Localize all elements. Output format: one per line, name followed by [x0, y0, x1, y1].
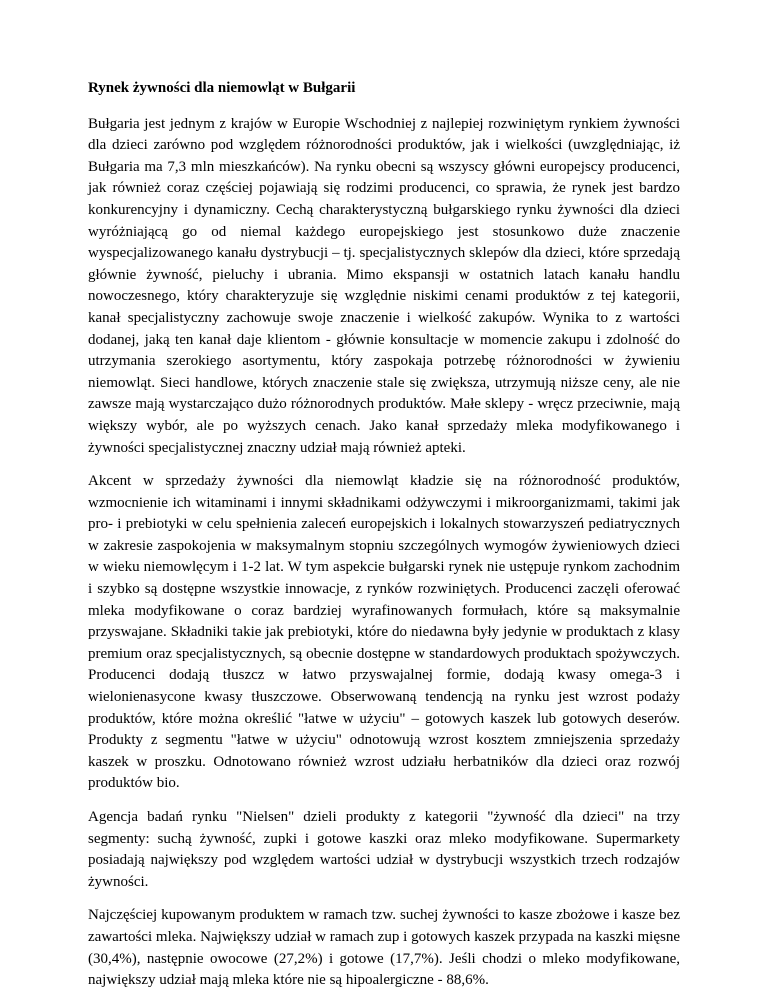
paragraph-product-innovation: Akcent w sprzedaży żywności dla niemowląt kładzie się na różnorodność produktów, wzmocnienie ich witaminami i innymi składnikami odżywczymi i mikroorganizmami, takimi jak pro- i prebiotyki w celu spełnienia zaleceń europejskich i lokalnych stowarzyszeń pediatrycznych w zakresie zaspokojenia w maksymalnym stopniu szczególnych wymogów żywieniowych dzieci w wieku niemowlęcym i 1-2 lat. W tym aspekcie bułgarski rynek nie ustępuje rynkom zachodnim i szybko są dostępne wszystkie innowacje, z rynków rozwiniętych. Producenci zaczęli oferować mleka modyfikowane o coraz bardziej wyrafinowanych formułach, które są maksymalnie przyswajane. Składniki takie jak prebiotyki, które do niedawna były jedynie w produktach z klasy premium oraz specjalistycznych, są obecnie dostępne w standardowych produktach spożywczych. Producenci dodają tłuszcz w łatwo przyswajalnej formie, dodają kwasy omega-3 i wielonienasycone kwasy tłuszczowe. Obserwowaną tendencją na rynku jest wzrost podaży produktów, które można określić "łatwe w użyciu" – gotowych kaszek lub gotowych deserów. Produkty z segmentu "łatwe w użyciu" odnotowują wzrost kosztem zmniejszenia sprzedaży kaszek w proszku. Odnotowano również wzrost udziału herbatników dla dzieci oraz rozwój produktów bio. — [88, 473, 680, 792]
document-page — [88, 78, 680, 1004]
paragraph-nielsen-segments: Agencja badań rynku "Nielsen" dzieli produkty z kategorii "żywność dla dzieci" na trzy segmenty: suchą żywność, zupki i gotowe kaszki oraz mleko modyfikowane. Supermarkety posiadają największy pod względem wartości udział w dystrybucji wszystkich trzech rodzajów żywności. — [88, 809, 680, 890]
document-title: Rynek żywności dla niemowląt w Bułgarii — [88, 80, 356, 96]
paragraph-product-shares: Najczęściej kupowanym produktem w ramach tzw. suchej żywności to kasze zbożowe i kasze bez zawartości mleka. Największy udział w ramach zup i gotowych kaszek przypada na kaszki mięsne (30,4%), następnie owocowe (27,2%) i gotowe (17,7%). Jeśli chodzi o mleko modyfikowane, największy udział mają mleka które nie są hipoalergiczne - 88,6%. — [88, 907, 680, 989]
paragraph-distribution-channels: Bułgaria jest jednym z krajów w Europie Wschodniej z najlepiej rozwiniętym rynkiem żywności dla dzieci zarówno pod względem różnorodności produktów, jak i wielkości (uwzględniając, iż Bułgaria ma 7,3 mln mieszkańców). Na rynku obecni są wszyscy główni europejscy producenci, jak również coraz częściej pojawiają się rodzimi producenci, co sprawia, że rynek jest bardzo konkurencyjny i dynamiczny. Cechą charakterystyczną bułgarskiego rynku żywności dla dzieci wyróżniającą go od niemal każdego europejskiego jest stosunkowo duże znaczenie wyspecjalizowanego kanału dystrybucji – tj. specjalistycznych sklepów dla dzieci, które sprzedają głównie żywność, pieluchy i ubrania. Mimo ekspansji w ostatnich latach kanału handlu nowoczesnego, który charakteryzuje się względnie niskimi cenami produktów z tej kategorii, kanał specjalistyczny zachowuje swoje znaczenie i wielkość zakupów. Wynika to z wartości dodanej, jaką ten kanał daje klientom - głównie konsultacje w momencie zakupu i zdolność do utrzymania szerokiego asortymentu, który zaspokaja potrzebę różnorodności w żywieniu niemowląt. Sieci handlowe, których znaczenie stale się zwiększa, utrzymują niższe ceny, ale nie zawsze mają wystarczająco dużo różnorodnych produktów. Małe sklepy - wręcz przeciwnie, mają większy wybór, ale po wyższych cenach. Jako kanał sprzedaży mleka modyfikowanego i żywności specjalistycznej znaczny udział mają również apteki. — [88, 115, 680, 456]
